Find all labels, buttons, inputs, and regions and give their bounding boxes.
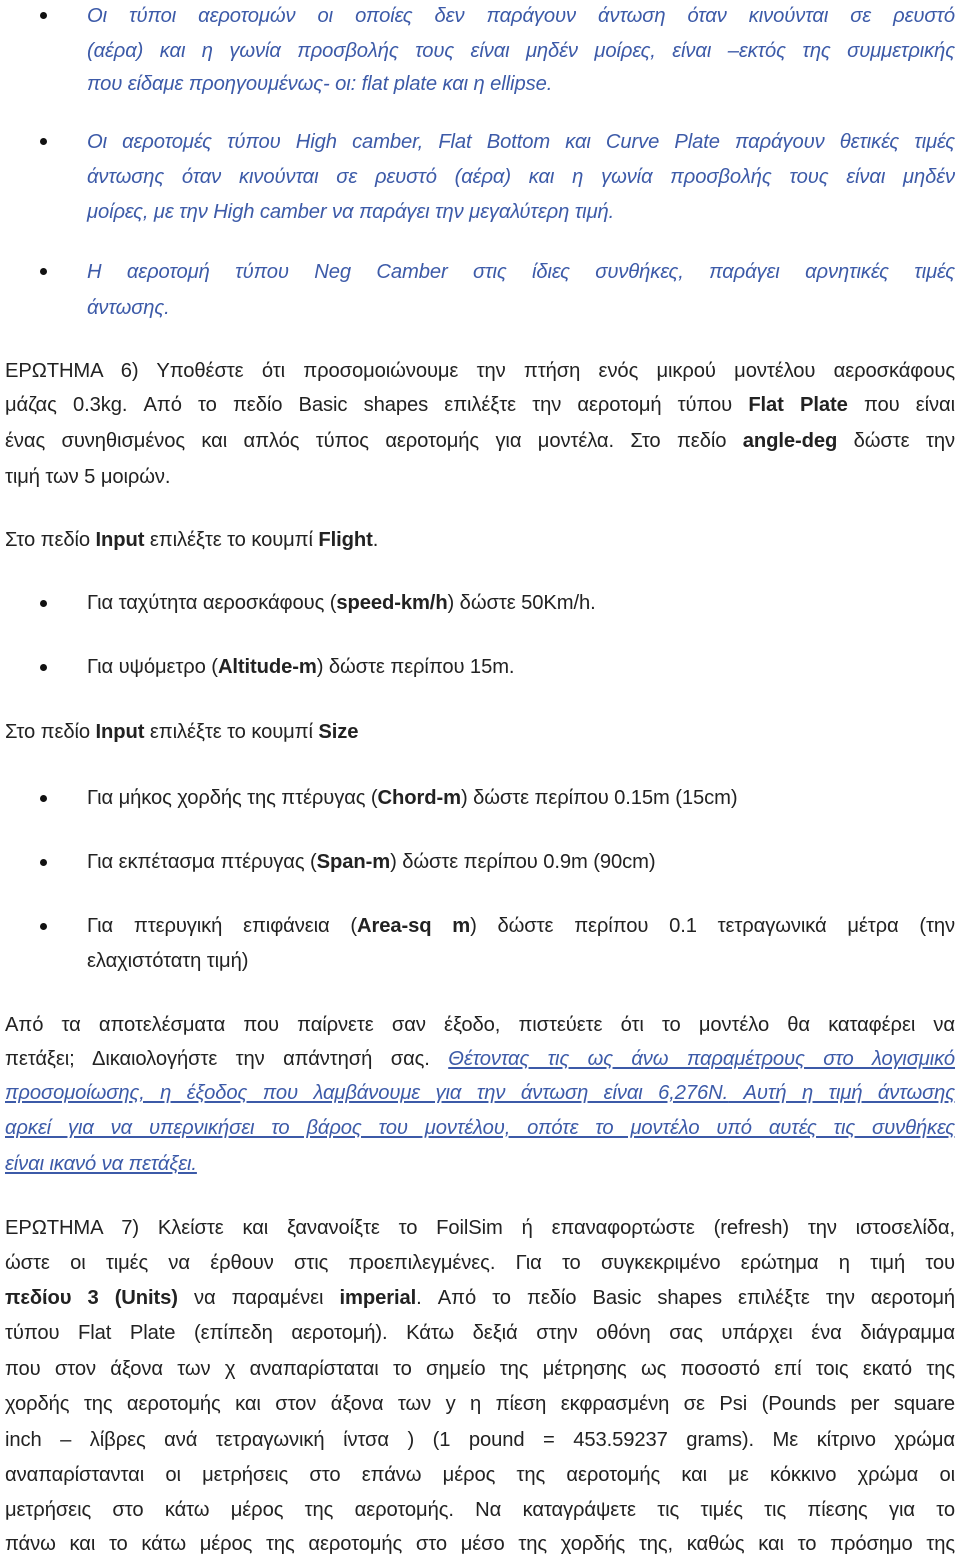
input-term: Input (95, 529, 145, 551)
q7-line-9: μετρήσεις στο κάτω μέρος της αεροτομής. Να καταγράψετε τις τιμές τις πίεσης για το (5, 1499, 955, 1521)
bullet-1-line-3: που είδαμε προηγουμένως- οι: flat plate και η ellipse. (87, 73, 553, 95)
bullet-icon (40, 923, 47, 930)
size-instruction (5, 720, 358, 744)
q6-line-1: ΕΡΩΤΗΜΑ 6) Υποθέστε ότι προσομοιώνουμε την πτήση ενός μικρού μοντέλου αεροσκάφους (5, 360, 955, 382)
answer-response-text: προσομοίωσης, η έξοδος που λαμβάνουμε για την άντωση είναι 6,276N. (5, 1082, 729, 1104)
bullet-2-line-3: μοίρες, με την High camber να παράγει την μεγαλύτερη τιμή. (87, 201, 615, 223)
q6-line-2 (5, 393, 955, 417)
instruction-text: Στο πεδίο (5, 529, 96, 551)
q7-line-8: αναπαρίστανται οι μετρήσεις στο επάνω μέρος της αεροτομής και με κόκκινο χρώμα οι (5, 1464, 955, 1486)
q7-line-1: ΕΡΩΤΗΜΑ 7) Κλείστε και ξανανοίξτε το FoilSim ή επαναφορτώστε (refresh) την ιστοσελίδα, (5, 1217, 955, 1239)
instruction-text: . (372, 529, 379, 551)
imperial-term: imperial (339, 1287, 417, 1309)
item-text: ) δώστε περίπου 0.15m (15cm) (460, 787, 738, 809)
q7-text: . Από το πεδίο Basic shapes επιλέξτε την αεροτομή (416, 1287, 956, 1309)
q7-line-4: τύπου Flat Plate (επίπεδη αεροτομή). Κάτω δεξιά στην οθόνη σας υπάρχει ένα διάγραμμα (5, 1322, 955, 1344)
bullet-icon (40, 795, 47, 802)
instruction-text: επιλέξτε το κουμπί (144, 721, 319, 743)
flight-instruction (5, 528, 378, 552)
altitude-item (87, 655, 514, 679)
area-term: Area-sq m (357, 915, 471, 937)
bullet-2-line-1: Οι αεροτομές τύπου High camber, Flat Bottom και Curve Plate παράγουν θετικές τιμές (87, 131, 955, 153)
answer-response-text: Αυτή η τιμή άντωσης (728, 1082, 955, 1104)
q6-text: δώστε την (837, 430, 955, 452)
q6-text: ένας συνηθισμένος και απλός τύπος αεροτομής για μοντέλα. Στο πεδίο (5, 430, 743, 452)
q6-text: που είναι (847, 394, 956, 416)
flight-term: Flight (318, 529, 373, 551)
q7-line-2: ώστε οι τιμές να έρθουν στις προεπιλεγμένες. Για το συγκεκριμένο ερώτημα η τιμή του (5, 1252, 955, 1274)
item-text: Για πτερυγική επιφάνεια ( (87, 915, 357, 937)
q6-line-4: τιμή των 5 μοιρών. (5, 466, 171, 488)
item-text: ) δώστε περίπου 0.1 τετραγωνικά μέτρα (την (470, 915, 955, 937)
q7-line-7: inch – λίβρες ανά τετραγωνική ίντσα ) (1 pound = 453.59237 grams). Με κίτρινο χρώμα (5, 1429, 955, 1451)
bullet-icon (40, 600, 47, 607)
instruction-text: επιλέξτε το κουμπί (144, 529, 319, 551)
bullet-3-line-1: Η αεροτομή τύπου Neg Camber στις ίδιες συνθήκες, παράγει αρνητικές τιμές (87, 261, 955, 283)
q7-line-3 (5, 1286, 955, 1310)
bullet-icon (40, 859, 47, 866)
chord-term: Chord-m (377, 787, 461, 809)
area-item-line-1 (87, 914, 955, 938)
span-item (87, 850, 655, 874)
item-text: ) δώστε περίπου 0.9m (90cm) (390, 851, 656, 873)
speed-item (87, 591, 596, 615)
answer-line-3 (5, 1081, 955, 1105)
area-item-line-2: ελαχιστότατη τιμή) (87, 950, 249, 972)
bullet-3-line-2: άντωσης. (87, 297, 170, 319)
bullet-icon (40, 138, 47, 145)
flat-plate-term: Flat Plate (748, 394, 848, 416)
bullet-icon (40, 12, 47, 19)
item-text: Για υψόμετρο ( (87, 656, 218, 678)
angle-deg-term: angle-deg (742, 430, 838, 452)
span-term: Span-m (316, 851, 391, 873)
bullet-2-line-2: άντωσης όταν κινούνται σε ρευστό (αέρα) και η γωνία προσβολής τους είναι μηδέν (87, 166, 955, 188)
q6-text: μάζας 0.3kg. Από το πεδίο Basic shapes επιλέξτε την αεροτομή τύπου (5, 394, 749, 416)
instruction-text: Στο πεδίο (5, 721, 96, 743)
altitude-term: Altitude-m (217, 656, 317, 678)
bullet-1-line-2: (αέρα) και η γωνία προσβολής τους είναι μηδέν μοίρες, είναι –εκτός της συμμετρικής (87, 40, 955, 62)
answer-response-text: Θέτοντας τις ως άνω παραμέτρους στο λογισμικό (448, 1048, 955, 1070)
q7-text: να παραμένει (177, 1287, 340, 1309)
input-term: Input (95, 721, 145, 743)
q7-line-6: χορδής της αεροτομής και στον άξονα των y η πίεση εκφρασμένη σε Psi (Pounds per square (5, 1393, 955, 1415)
item-text: Για εκπέτασμα πτέρυγας ( (87, 851, 317, 873)
speed-term: speed-km/h (336, 592, 448, 614)
bullet-1-line-1: Οι τύποι αεροτομών οι οποίες δεν παράγουν άντωση όταν κινούνται σε ρευστό (87, 5, 955, 27)
q7-line-5: που στον άξονα των χ αναπαρίσταται το σημείο της μέτρησης ως ποσοστό επί τοις εκατό της (5, 1358, 955, 1380)
answer-question-text: πετάξει; Δικαιολογήστε την απάντησή σας. (5, 1048, 449, 1070)
answer-line-1: Από τα αποτελέσματα που παίρνετε σαν έξοδο, πιστεύετε ότι το μοντέλο θα καταφέρει να (5, 1014, 955, 1036)
units-term: πεδίου 3 (Units) (5, 1287, 178, 1309)
answer-line-4: αρκεί για να υπερνικήσει το βάρος του μοντέλου, οπότε το μοντέλο υπό αυτές τις συνθήκες (5, 1117, 955, 1139)
item-text: ) δώστε 50Km/h. (447, 592, 596, 614)
answer-line-5: είναι ικανό να πετάξει. (5, 1153, 197, 1175)
item-text: ) δώστε περίπου 15m. (316, 656, 515, 678)
bullet-icon (40, 268, 47, 275)
size-term: Size (318, 721, 359, 743)
q7-line-10: πάνω και το κάτω μέρος της αεροτομής στο μέσο της χορδής της, καθώς και το πρόσημο της (5, 1533, 955, 1555)
chord-item (87, 786, 737, 810)
item-text: Για ταχύτητα αεροσκάφους ( (87, 592, 337, 614)
bullet-icon (40, 664, 47, 671)
q6-line-3 (5, 429, 955, 453)
answer-line-2 (5, 1047, 955, 1071)
item-text: Για μήκος χορδής της πτέρυγας ( (87, 787, 378, 809)
